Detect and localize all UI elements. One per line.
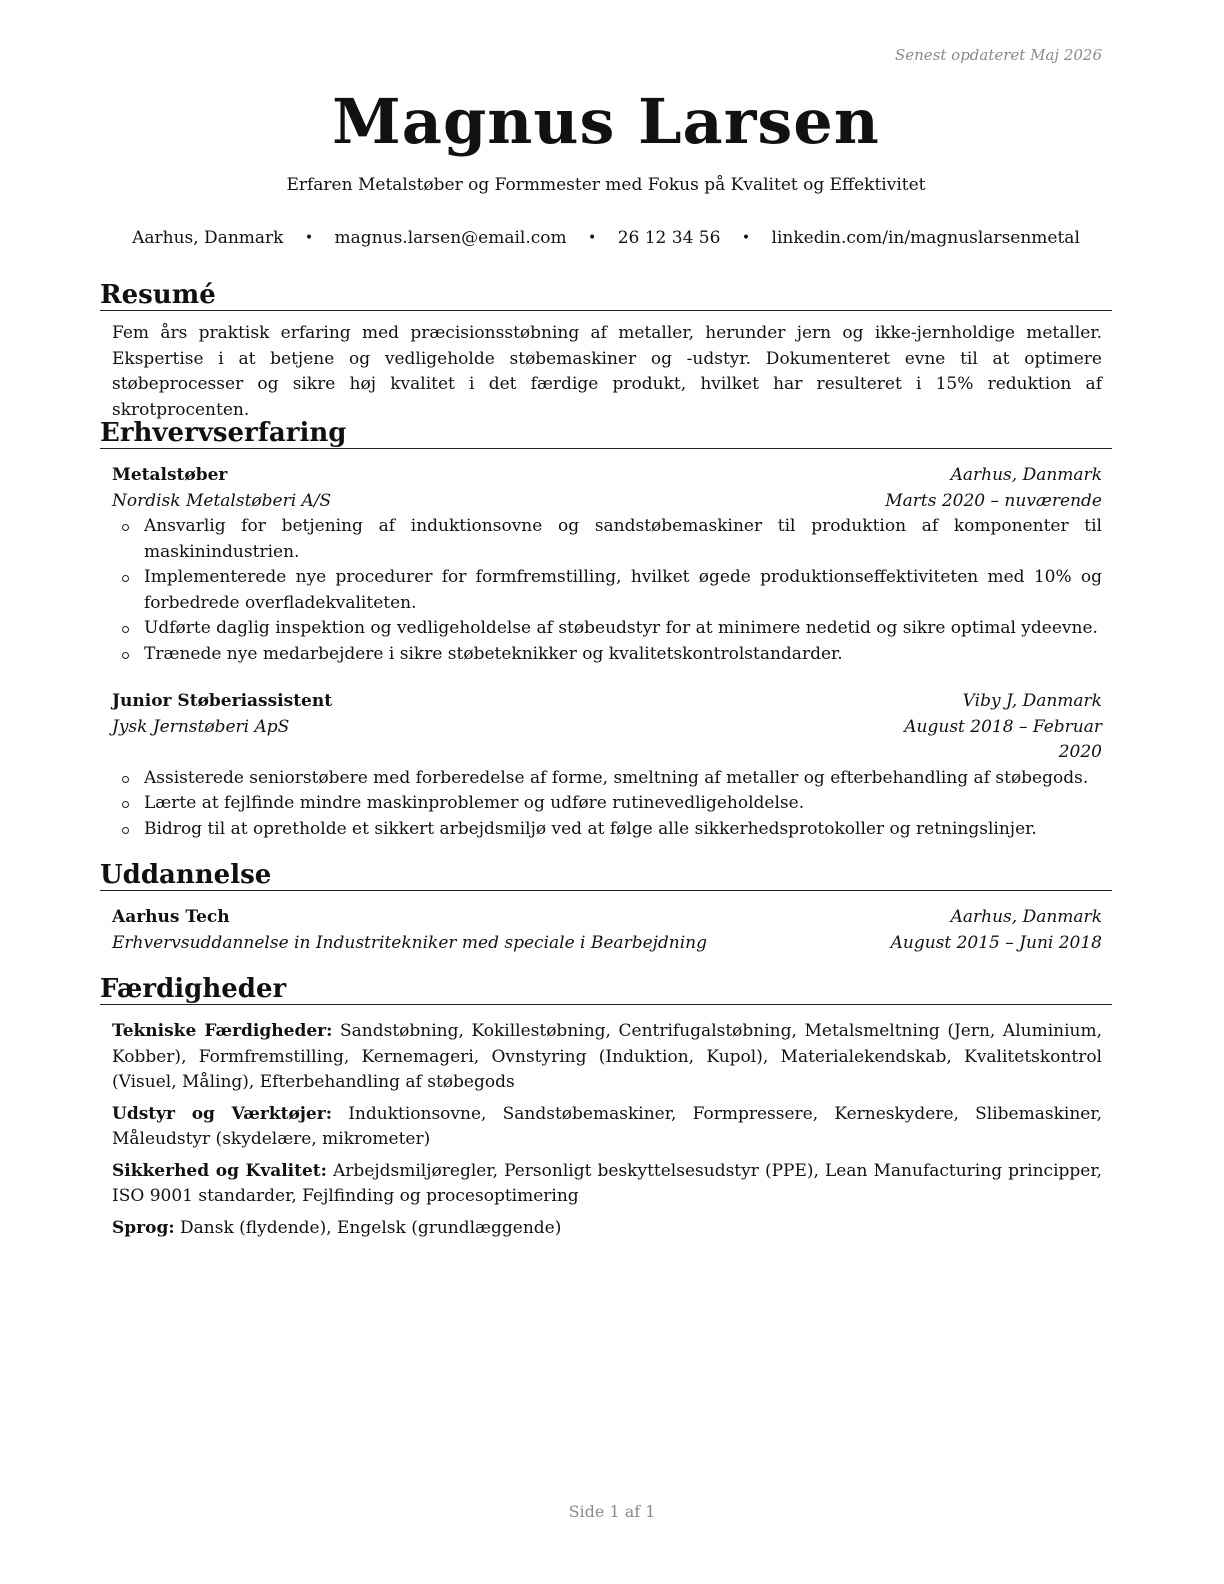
job-title: Metalstøber bbox=[112, 465, 228, 485]
list-item: Lærte at fejlfinde mindre maskinproblemer og udføre rutinevedligeholdelse. bbox=[144, 791, 1102, 817]
candidate-subtitle: Erfaren Metalstøber og Formmester med Fokus på Kvalitet og Effektivitet bbox=[286, 175, 926, 195]
job-title: Junior Støberiassistent bbox=[112, 691, 333, 711]
skill-label: Tekniske Færdigheder: bbox=[112, 1021, 333, 1041]
skill-label: Sprog: bbox=[112, 1217, 175, 1238]
bullet-separator: • bbox=[588, 230, 597, 246]
job-dates: Marts 2020 – nuværende bbox=[885, 490, 1102, 511]
job-entry bbox=[112, 689, 1102, 842]
section-heading: Uddannelse bbox=[100, 860, 1112, 891]
skill-label: Udstyr og Værktøjer: bbox=[112, 1103, 332, 1124]
last-updated: Senest opdateret Maj 2026 bbox=[894, 46, 1102, 64]
list-item: Implementerede nye procedurer for formfremstilling, hvilket øgede produktionseffektiviteten med 10% og forbedrede overfladekvaliteten. bbox=[144, 565, 1102, 616]
list-item: Assisterede seniorstøbere med forberedelse af forme, smeltning af metaller og efterbehandling af støbegods. bbox=[144, 766, 1102, 792]
degree: Erhvervsuddannelse in Industritekniker med speciale i Bearbejdning bbox=[112, 932, 708, 953]
skills-section bbox=[100, 974, 1112, 1241]
list-item: Ansvarlig for betjening af induktionsovne og sandstøbemaskiner til produktion af komponenter til maskinindustrien. bbox=[144, 514, 1102, 565]
job-bullets bbox=[112, 766, 1102, 843]
circle-bullet-icon bbox=[122, 776, 129, 783]
circle-bullet-icon bbox=[122, 801, 129, 808]
education-section bbox=[100, 860, 1112, 956]
experience-section bbox=[100, 418, 1112, 842]
contact-location: Aarhus, Danmark bbox=[132, 228, 284, 248]
candidate-name: Magnus Larsen bbox=[332, 85, 880, 158]
section-heading: Erhvervserfaring bbox=[100, 418, 1112, 449]
list-item: Bidrog til at opretholde et sikkert arbejdsmiljø ved at følge alle sikkerhedsprotokoller og retningslinjer. bbox=[144, 817, 1102, 843]
school-name: Aarhus Tech bbox=[112, 907, 230, 927]
circle-bullet-icon bbox=[122, 575, 129, 582]
job-company: Jysk Jernstøberi ApS bbox=[112, 716, 290, 737]
skill-text: Dansk (flydende), Engelsk (grundlæggende) bbox=[180, 1217, 562, 1238]
skill-text: Arbejdsmiljøregler, Personligt beskyttelsesudstyr (PPE), Lean Manufacturing principper, ISO 9001 standarder, Fejlfinding og procesoptimering bbox=[112, 1160, 1102, 1206]
school-location: Aarhus, Danmark bbox=[950, 907, 1102, 927]
circle-bullet-icon bbox=[122, 626, 129, 633]
skill-group bbox=[112, 1019, 1102, 1096]
circle-bullet-icon bbox=[122, 827, 129, 834]
skill-text: Sandstøbning, Kokillestøbning, Centrifugalstøbning, Metalsmeltning (Jern, Aluminium, Kobber), Formfremstilling, Kernemageri, Ovnstyring (Induktion, Kupol), Materialekendskab, Kvalitetskontrol (Visuel, Måling), Efterbehandling af støbegods bbox=[112, 1021, 1103, 1092]
skill-group bbox=[112, 1102, 1102, 1153]
contact-linkedin[interactable]: linkedin.com/in/magnuslarsenmetal bbox=[771, 228, 1080, 248]
job-location: Viby J, Danmark bbox=[962, 691, 1102, 711]
section-heading: Resumé bbox=[100, 280, 1112, 311]
contact-phone: 26 12 34 56 bbox=[617, 228, 721, 248]
contact-email[interactable]: magnus.larsen@email.com bbox=[334, 228, 567, 248]
job-entry bbox=[112, 463, 1102, 667]
section-heading: Færdigheder bbox=[100, 974, 1112, 1005]
summary-text: Fem års praktisk erfaring med præcisionsstøbning af metaller, herunder jern og ikke-jernholdige metaller. Ekspertise i at betjene og vedligeholde støbemaskiner og -udstyr. Dokumenteret evne til at optimere støbeprocesser og sikre høj kvalitet i det færdige produkt, hvilket har resulteret i 15% reduktion af skrotprocenten. bbox=[112, 323, 1102, 420]
bullet-separator: • bbox=[304, 230, 314, 246]
job-dates: August 2018 – Februar 2020 bbox=[904, 716, 1102, 762]
skill-group bbox=[112, 1216, 1102, 1242]
skill-group bbox=[112, 1159, 1102, 1210]
bullet-separator: • bbox=[741, 230, 751, 246]
circle-bullet-icon bbox=[122, 652, 129, 659]
job-location: Aarhus, Danmark bbox=[950, 465, 1102, 485]
education-entry bbox=[112, 905, 1102, 956]
resume-page bbox=[100, 0, 1112, 1584]
circle-bullet-icon bbox=[122, 524, 129, 531]
page-number: Side 1 af 1 bbox=[568, 1502, 656, 1521]
skill-label: Sikkerhed og Kvalitet: bbox=[112, 1160, 327, 1181]
skill-text: Induktionsovne, Sandstøbemaskiner, Formpressere, Kerneskydere, Slibemaskiner, Måleudstyr (skydelære, mikrometer) bbox=[112, 1103, 1102, 1149]
list-item: Trænede nye medarbejdere i sikre støbeteknikker og kvalitetskontrolstandarder. bbox=[144, 642, 1102, 668]
contact-line bbox=[100, 228, 1112, 248]
job-bullets bbox=[112, 514, 1102, 667]
summary-section bbox=[100, 280, 1112, 423]
education-dates: August 2015 – Juni 2018 bbox=[890, 932, 1102, 953]
list-item: Udførte daglig inspektion og vedligeholdelse af støbeudstyr for at minimere nedetid og sikre optimal ydeevne. bbox=[144, 616, 1102, 642]
job-company: Nordisk Metalstøberi A/S bbox=[112, 490, 332, 511]
